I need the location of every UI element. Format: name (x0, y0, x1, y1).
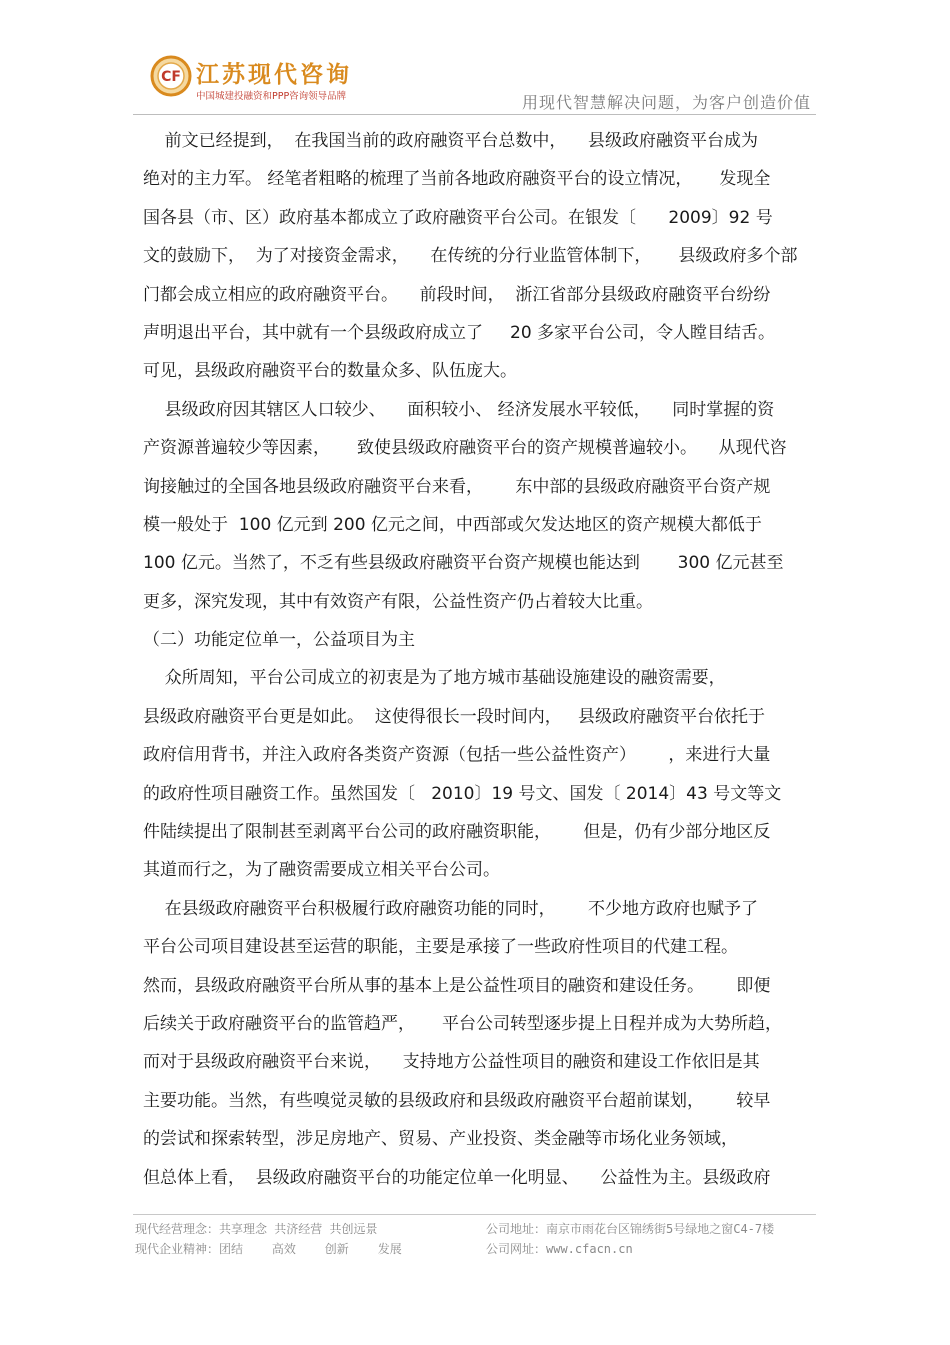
document-body (143, 122, 813, 1197)
text-line: 绝对的主力军。 经笔者粗略的梳理了当前各地政府融资平台的设立情况， 发现全 (143, 169, 771, 190)
text-line: 政府信用背书，并注入政府各类资产资源（包括一些公益性资产） ，来进行大量 (143, 745, 771, 766)
text-line: 国各县（市、区）政府基本都成立了政府融资平台公司。在银发〔 2009〕92 号 (143, 207, 773, 228)
brand-tagline: 中国城建投融资和PPP咨询领导品牌 (196, 91, 347, 102)
text-line: 的尝试和探索转型，涉足房地产、贸易、产业投资、类金融等市场化业务领域， (143, 1129, 738, 1150)
footer-divider (133, 1214, 816, 1215)
footer-website: 公司网址：www.cfacn.cn (486, 1242, 633, 1256)
text-line: 县级政府因其辖区人口较少、 面积较小、 经济发展水平较低， 同时掌握的资 (143, 399, 775, 420)
text-line: 100 亿元。当然了，不乏有些县级政府融资平台资产规模也能达到 300 亿元甚至 (143, 553, 784, 574)
text-line: （二）功能定位单一，公益项目为主 (143, 630, 415, 651)
footer-business-concept: 现代经营理念：共享理念 共济经营 共创远景 (135, 1222, 378, 1236)
text-line: 门都会成立相应的政府融资平台。 前段时间， 浙江省部分县级政府融资平台纷纷 (143, 284, 771, 305)
footer-address: 公司地址：南京市雨花台区锦绣街5号绿地之窗C4-7楼 (486, 1222, 775, 1236)
footer-corporate-spirit: 现代企业精神：团结 高效 创新 发展 (135, 1242, 402, 1256)
text-line: 文的鼓励下， 为了对接资金需求， 在传统的分行业监管体制下， 县级政府多个部 (143, 246, 798, 267)
text-line: 前文已经提到， 在我国当前的政府融资平台总数中， 县级政府融资平台成为 (143, 131, 759, 151)
svg-text:CF: CF (161, 69, 181, 85)
text-line: 询接触过的全国各地县级政府融资平台来看， 东中部的县级政府融资平台资产规 (143, 476, 771, 497)
text-line: 平台公司项目建设甚至运营的职能，主要是承接了一些政府性项目的代建工程。 (143, 937, 738, 958)
text-line: 声明退出平台，其中就有一个县级政府成立了 20 多家平台公司，令人瞠目结舌。 (143, 322, 776, 343)
page-footer (0, 1210, 950, 1260)
text-line: 然而，县级政府融资平台所从事的基本上是公益性项目的融资和建设任务。 即便 (143, 975, 771, 996)
text-line: 的政府性项目融资工作。虽然国发〔 2010〕19 号文、国发〔 2014〕43 号文等文 (143, 783, 782, 804)
company-logo-icon (150, 55, 192, 97)
text-line: 县级政府融资平台更是如此。 这使得很长一段时间内， 县级政府融资平台依托于 (143, 706, 766, 727)
text-line: 产资源普遍较少等因素， 致使县级政府融资平台的资产规模普遍较小。 从现代咨 (143, 438, 787, 459)
text-line: 而对于县级政府融资平台来说， 支持地方公益性项目的融资和建设工作依旧是其 (143, 1052, 760, 1073)
brand-name: 江苏现代咨询 (196, 61, 352, 88)
text-line: 更多，深究发现，其中有效资产有限，公益性资产仍占着较大比重。 (143, 591, 653, 612)
text-line: 但总体上看， 县级政府融资平台的功能定位单一化明显、 公益性为主。县级政府 (143, 1167, 771, 1188)
text-line: 件陆续提出了限制甚至剥离平台公司的政府融资职能， 但是，仍有少部分地区反 (143, 822, 771, 843)
header-slogan: 用现代智慧解决问题，为客户创造价值 (521, 93, 811, 112)
text-line: 众所周知，平台公司成立的初衷是为了地方城市基础设施建设的融资需要， (143, 668, 726, 689)
header-divider (133, 114, 816, 115)
text-line: 模一般处于 100 亿元到 200 亿元之间，中西部或欠发达地区的资产规模大都低于 (143, 514, 762, 535)
text-line: 主要功能。当然，有些嗅觉灵敏的县级政府和县级政府融资平台超前谋划， 较早 (143, 1090, 771, 1111)
text-line: 可见，县级政府融资平台的数量众多、队伍庞大。 (143, 361, 517, 382)
page-header (0, 0, 950, 118)
text-line: 后续关于政府融资平台的监管趋严， 平台公司转型逐步提上日程并成为大势所趋， (143, 1013, 783, 1034)
text-line: 在县级政府融资平台积极履行政府融资功能的同时， 不少地方政府也赋予了 (143, 898, 759, 919)
text-line: 其道而行之，为了融资需要成立相关平台公司。 (143, 860, 500, 881)
